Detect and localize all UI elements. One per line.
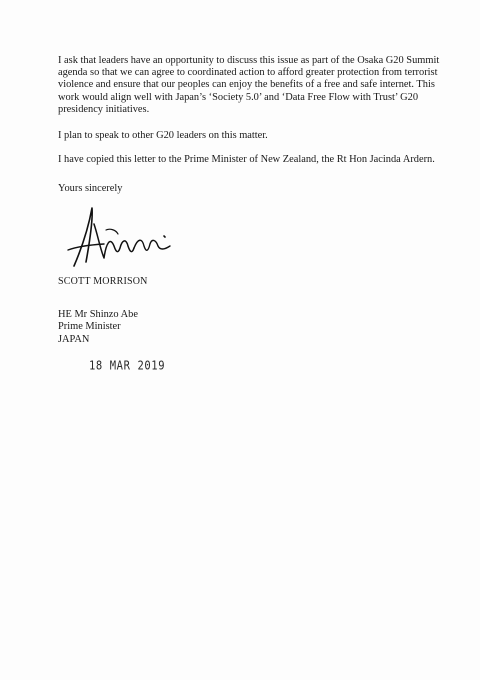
- body-paragraph-copied-nz: I have copied this letter to the Prime Minister of New Zealand, the Rt Hon Jacinda Ardern.: [58, 154, 435, 165]
- body-paragraph-speak-leaders: I plan to speak to other G20 leaders on this matter.: [58, 130, 268, 141]
- body-paragraph-g20-agenda: I ask that leaders have an opportunity to discuss this issue as part of the Osaka G20 Summit agenda so that we can agree to coordinated action to afford greater protection from terrorist violence and ensure that our peoples can enjoy the benefits of a free and safe internet. This work would align well with Japan’s ‘Society 5.0’ and ‘Data Free Flow with Trust’ G20 presidency initiatives.: [58, 55, 440, 115]
- handwritten-signature: [60, 200, 180, 272]
- closing-salutation: Yours sincerely: [58, 183, 123, 194]
- addressee-title: Prime Minister: [58, 321, 121, 333]
- addressee-block: [58, 309, 138, 346]
- date-stamp: 18 MAR 2019: [89, 359, 166, 373]
- addressee-name: HE Mr Shinzo Abe: [58, 309, 138, 320]
- signer-name: SCOTT MORRISON: [58, 276, 148, 287]
- addressee-country: JAPAN: [58, 333, 90, 345]
